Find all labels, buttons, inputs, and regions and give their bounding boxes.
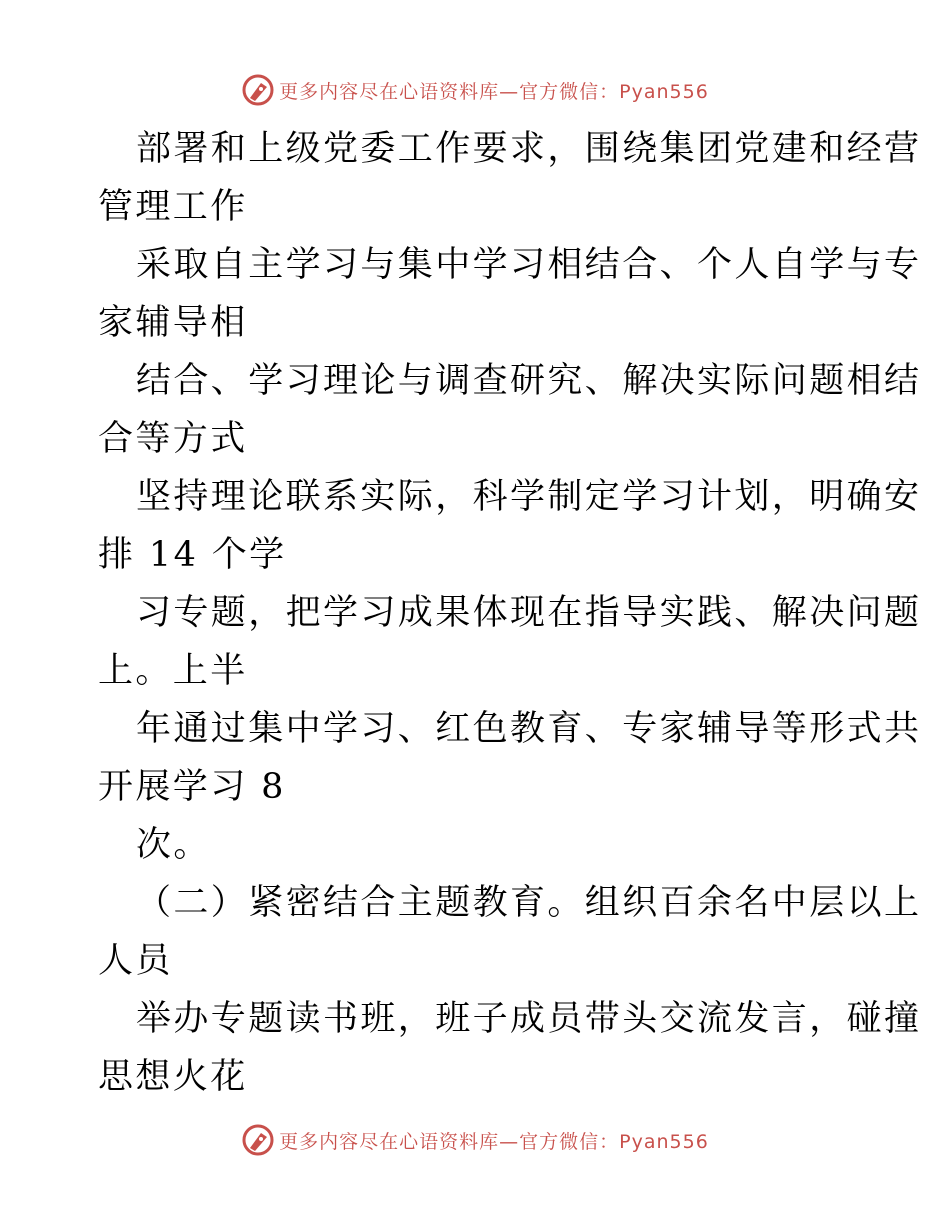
paragraph-line: 上。上半: [98, 651, 248, 691]
watermark-text: 更多内容尽在心语资料库—官方微信：Pyan556: [279, 1130, 709, 1153]
paragraph-line: （二）紧密结合主题教育。组织百余名中层以上: [136, 883, 922, 923]
paragraph: [98, 816, 858, 874]
paragraph-line: 合等方式: [98, 419, 248, 459]
paragraph-line: 习专题，把学习成果体现在指导实践、解决问题: [136, 593, 922, 633]
paragraph-line: 开展学习 8: [98, 767, 286, 807]
paragraph-line: 思想火花: [98, 1057, 248, 1097]
paragraph-line: 家辅导相: [98, 303, 248, 343]
paragraph-line: 排 14 个学: [98, 535, 287, 575]
footer-watermark: [0, 1120, 950, 1160]
paragraph: [98, 236, 922, 352]
paragraph-line: 次。: [136, 825, 211, 865]
document-body: [98, 120, 922, 1106]
paragraph: [98, 468, 922, 584]
pen-nib-circle-icon: [241, 73, 275, 107]
pen-nib-circle-icon: [241, 1123, 275, 1157]
header-watermark: [0, 70, 950, 110]
paragraph: [98, 990, 922, 1106]
paragraph-line: 部署和上级党委工作要求，围绕集团党建和经营: [136, 129, 922, 169]
paragraph-line: 人员: [98, 941, 173, 981]
paragraph-line: 结合、学习理论与调查研究、解决实际问题相结: [136, 361, 922, 401]
paragraph-line: 管理工作: [98, 187, 248, 227]
paragraph-line: 举办专题读书班，班子成员带头交流发言，碰撞: [136, 999, 922, 1039]
section-heading-paragraph: [98, 874, 922, 990]
paragraph-line: 年通过集中学习、红色教育、专家辅导等形式共: [136, 709, 922, 749]
paragraph: [98, 352, 922, 468]
paragraph: [98, 584, 922, 700]
paragraph: [98, 700, 922, 816]
watermark-text: 更多内容尽在心语资料库—官方微信：Pyan556: [279, 80, 709, 103]
paragraph: [98, 120, 922, 236]
paragraph-line: 坚持理论联系实际，科学制定学习计划，明确安: [136, 477, 922, 517]
paragraph-line: 采取自主学习与集中学习相结合、个人自学与专: [136, 245, 922, 285]
